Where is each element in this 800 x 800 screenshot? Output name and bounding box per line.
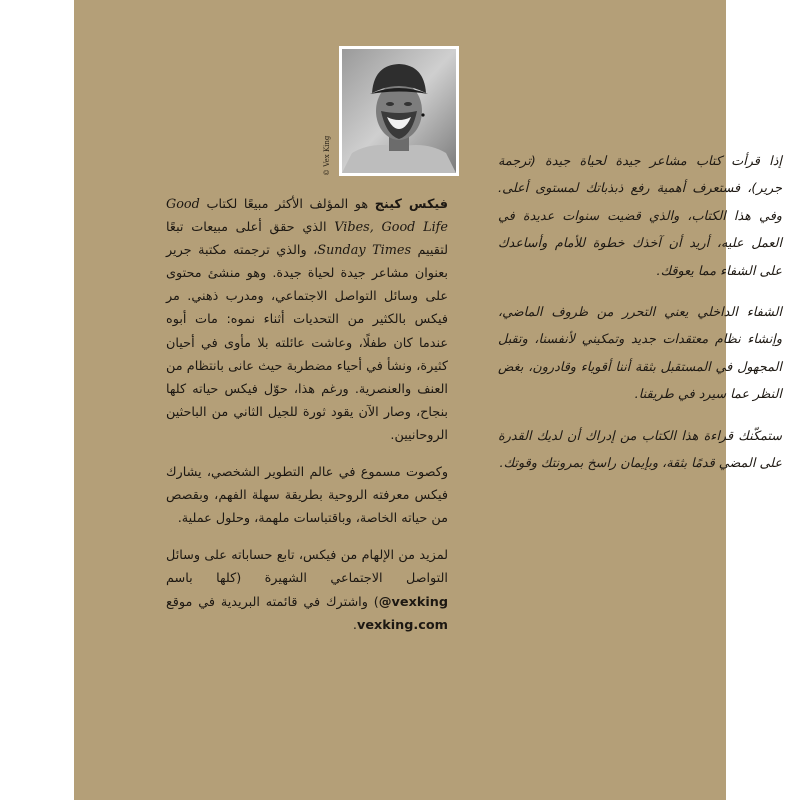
book-title: Good Vibes, Good Life xyxy=(166,197,448,236)
website-link[interactable]: vexking.com xyxy=(356,617,448,633)
author-name: فيكس كينج xyxy=(374,197,448,212)
bio-paragraph xyxy=(166,193,448,447)
newspaper-name: Sunday Times xyxy=(317,243,412,259)
blurb-paragraph: ستمكّنك قراءة هذا الكتاب من إدراك أن لديك القدرة على المضي قدمًا بثقة، وبإيمان راسخ بمرونتك وقوتك. xyxy=(498,428,782,472)
social-handle: @vexking xyxy=(378,594,448,610)
back-cover xyxy=(74,0,782,800)
author-photo xyxy=(342,49,456,173)
bio-text: الذي حقق أعلى مبيعات تبعًا لتقييم xyxy=(166,220,448,259)
blurb-paragraph: إذا قرأت كتاب مشاعر جيدة لحياة جيدة (ترجمة جرير)، فستعرف أهمية رفع ذبذباتك لمستوى أعلى. وفي هذا الكتاب، والذي قضيت سنوات عديدة في العمل عليه، أريد أن آخذك خطوة للأمام وأساعدك على الشفاء مما يعوقك. xyxy=(498,154,782,279)
follow-text: لمزيد من الإلهام من فيكس، تابع حساباته على وسائل التواصل الاجتماعي الشهيرة (كلها باسم xyxy=(166,548,448,587)
bio-text: ، والذي ترجمته مكتبة جرير بعنوان مشاعر جيدة لحياة جيدة. وهو منشئ محتوى على وسائل التواصل الاجتماعي، ومدرب ذهني. مر فيكس بالكثير من التحديات أثناء نموه: مات أبوه عندما كان طفلًا، وعاشت عائلته بلا مأوى في أحيان كثيرة، ونشأ في أحياء مضطربة حيث عانى بانتظام من العنف والعنصرية. ورغم هذا، حوّل فيكس حياته كلها بنجاح، وصار الآن يقود ثورة للجيل الثاني من الباحثين الروحانيين. xyxy=(166,243,448,443)
follow-text: . xyxy=(352,617,357,633)
blurb-column xyxy=(498,148,782,477)
photo-credit: © Vex King xyxy=(323,135,331,176)
author-photo-frame xyxy=(339,46,459,176)
blurb-paragraph: الشفاء الداخلي يعني التحرر من ظروف الماضي، وإنشاء نظام معتقدات جديد وتمكيني لأنفسنا، وتقبل المجهول في المستقبل بثقة أننا أقوياء وقادرون، بغض النظر عما سيرد في طريقنا. xyxy=(498,305,782,403)
bio-paragraph: وكصوت مسموع في عالم التطوير الشخصي، يشارك فيكس معرفته الروحية بطريقة سهلة الفهم، وبقصص من حياته الخاصة، وباقتباسات ملهمة، وحلول عملية. xyxy=(166,465,448,527)
follow-text: ) واشترك في قائمته البريدية في موقع xyxy=(166,594,379,610)
author-bio-column xyxy=(166,193,448,637)
bio-text: هو المؤلف الأكثر مبيعًا لكتاب xyxy=(199,197,375,212)
follow-paragraph xyxy=(166,544,448,636)
